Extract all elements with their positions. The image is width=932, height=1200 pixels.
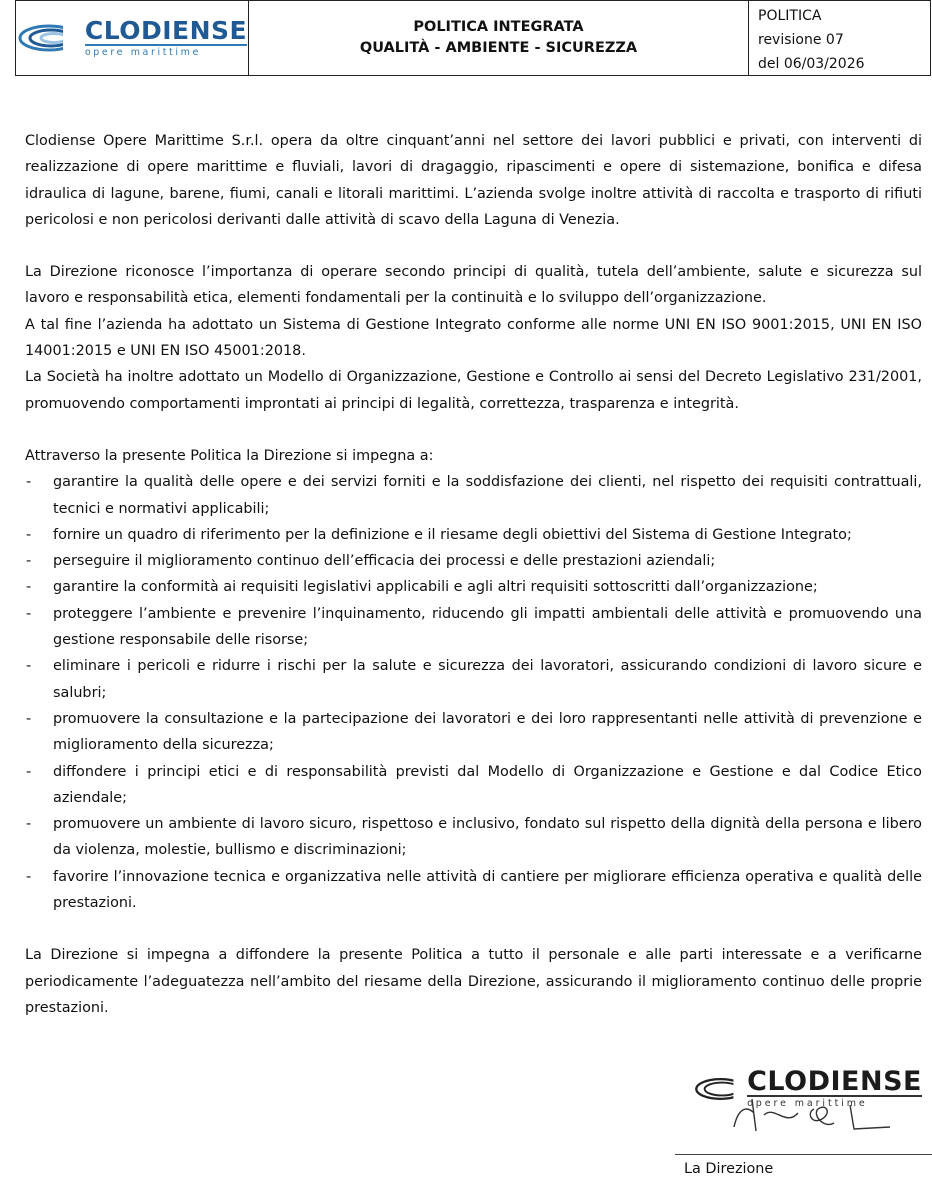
list-item: - garantire la conformità ai requisiti legislativi applicabili e agli altri requisiti sottoscritti dall’organizzazione; xyxy=(25,574,922,600)
signature-label: La Direzione xyxy=(684,1161,774,1177)
company-logo xyxy=(17,18,247,58)
title-line-1: POLITICA INTEGRATA xyxy=(413,19,584,35)
revision-date: del 06/03/2026 xyxy=(758,56,865,72)
stamp-wordmark: CLODIENSE xyxy=(747,1066,922,1097)
logo-tagline: opere marittime xyxy=(85,44,247,58)
document-meta xyxy=(749,1,930,75)
direction-paragraph: La Direzione riconosce l’importanza di operare secondo principi di qualità, tutela dell’ambiente, salute e sicurezza sul lavoro e responsabilità etica, elementi fondamentali per la continuità e lo sviluppo dell’organizzazione. xyxy=(25,264,922,307)
bullet-dash: - xyxy=(26,868,32,885)
handwritten-signature xyxy=(694,1066,922,1133)
model-231-paragraph: La Società ha inoltre adottato un Modello di Organizzazione, Gestione e Controllo ai sensi del Decreto Legislativo 231/2001, promuovendo comportamenti improntati ai principi di legalità, correttezza, trasparenza e integrità. xyxy=(25,369,922,412)
document-header xyxy=(15,0,931,76)
bullet-dash: - xyxy=(26,474,32,491)
bullet-dash: - xyxy=(26,605,32,622)
logo-wordmark: CLODIENSE xyxy=(84,16,248,45)
list-item: - proteggere l’ambiente e prevenire l’inquinamento, riducendo gli impatti ambientali delle attività e promuovendo una gestione responsabile delle risorse; xyxy=(25,601,922,654)
signature-line xyxy=(675,1154,932,1155)
list-item: - garantire la qualità delle opere e dei servizi forniti e la soddisfazione dei clienti, nel rispetto dei requisiti contrattuali, tecnici e normativi applicabili; xyxy=(25,469,922,522)
bullet-dash: - xyxy=(26,579,32,596)
logo-swoosh-icon xyxy=(17,21,81,55)
bullet-dash: - xyxy=(26,710,32,727)
closing-paragraph: La Direzione si impegna a diffondere la presente Politica a tutto il personale e alle parti interessate e a verificarne periodicamente l’adeguatezza nell’ambito del riesame della Direzione, assicurando il miglioramento continuo delle proprie prestazioni. xyxy=(25,947,922,1016)
list-item: - eliminare i pericoli e ridurre i rischi per la salute e sicurezza dei lavoratori, assicurando condizioni di lavoro sicure e salubri; xyxy=(25,653,922,706)
list-item: - promuovere la consultazione e la partecipazione dei lavoratori e dei loro rappresentanti nelle attività di prevenzione e miglioramento della sicurezza; xyxy=(25,706,922,759)
bullet-dash: - xyxy=(26,553,32,570)
bullet-dash: - xyxy=(26,816,32,833)
stamp-tagline: opere marittime xyxy=(747,1095,922,1109)
doc-type: POLITICA xyxy=(758,8,822,24)
list-item: - fornire un quadro di riferimento per la definizione e il riesame degli obiettivi del Sistema di Gestione Integrato; xyxy=(25,522,922,548)
signature-stamp xyxy=(694,1066,922,1133)
bullet-dash: - xyxy=(26,526,32,543)
intro-paragraph: Clodiense Opere Marittime S.r.l. opera da oltre cinquant’anni nel settore dei lavori pubblici e privati, con interventi di realizzazione di opere marittime e fluviali, lavori di dragaggio, ripascimenti e opere di sistemazione, bonifica e difesa idraulica di lagune, barene, fiumi, canali e litorali marittimi. L’azienda svolge inoltre attività di raccolta e trasporto di rifiuti pericolosi e non pericolosi derivanti dalle attività di scavo della Laguna di Venezia. xyxy=(25,133,922,228)
commitments-intro: Attraverso la presente Politica la Direzione si impegna a: xyxy=(25,447,434,464)
list-item: - perseguire il miglioramento continuo dell’efficacia dei processi e delle prestazioni aziendali; xyxy=(25,548,922,574)
title-line-2: QUALITÀ - AMBIENTE - SICUREZZA xyxy=(359,40,638,56)
logo-cell xyxy=(16,1,249,75)
list-item: - promuovere un ambiente di lavoro sicuro, rispettoso e inclusivo, fondato sul rispetto della dignità della persona e libero da violenza, molestie, bullismo e discriminazioni; xyxy=(25,811,922,864)
list-item: - favorire l’innovazione tecnica e organizzativa nelle attività di cantiere per migliorare efficienza operativa e qualità delle prestazioni. xyxy=(25,864,922,917)
revision-number: revisione 07 xyxy=(758,32,844,48)
bullet-dash: - xyxy=(26,658,32,675)
document-title xyxy=(249,1,749,75)
policy-body xyxy=(25,128,922,1021)
iso-paragraph: A tal fine l’azienda ha adottato un Sistema di Gestione Integrato conforme alle norme UNI EN ISO 9001:2015, UNI EN ISO 14001:2015 e UNI EN ISO 45001:2018. xyxy=(25,316,922,360)
list-item: - diffondere i principi etici e di responsabilità previsti dal Modello di Organizzazione e Gestione e dal Codice Etico aziendale; xyxy=(25,759,922,812)
bullet-dash: - xyxy=(26,763,32,780)
commitments-list xyxy=(25,469,922,916)
